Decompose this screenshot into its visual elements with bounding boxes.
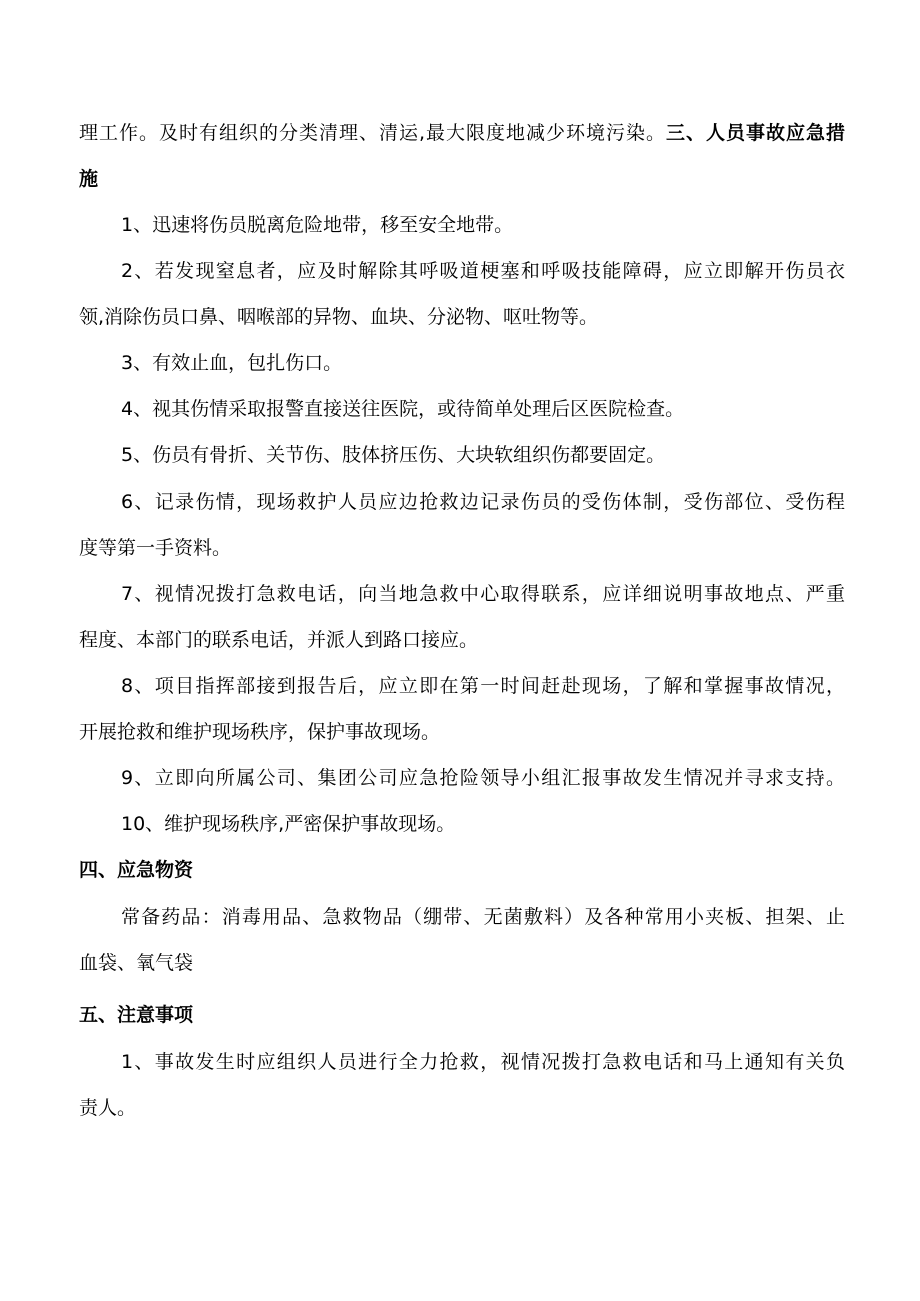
measure-8-line2: 开展抢救和维护现场秩序，保护事故现场。	[79, 721, 441, 743]
measure-5: 5、伤员有骨折、关节伤、肢体挤压伤、大块软组织伤都要固定。	[121, 444, 666, 466]
measure-10: 10、维护现场秩序,严密保护事故现场。	[121, 813, 456, 835]
measure-6-line2: 度等第一手资料。	[79, 537, 232, 559]
measure-3: 3、有效止血，包扎伤口。	[121, 352, 343, 374]
measure-7-line2: 程度、本部门的联系电话，并派人到路口接应。	[79, 629, 479, 651]
section5-item1-line2: 责人。	[79, 1097, 137, 1119]
section4-para-line1: 常备药品：消毒用品、急救物品（绷带、无菌敷料）及各种常用小夹板、担架、止	[121, 906, 845, 928]
measure-1: 1、迅速将伤员脱离危险地带，移至安全地带。	[121, 214, 514, 236]
section5-item1-line1: 1、事故发生时应组织人员进行全力抢救，视情况拨打急救电话和马上通知有关负	[121, 1051, 845, 1073]
section3-heading-part2: 施	[79, 168, 99, 190]
measure-6-line1: 6、记录伤情，现场救护人员应边抢救边记录伤员的受伤体制，受伤部位、受伤程	[121, 491, 845, 513]
section3-heading-part1: 三、人员事故应急措	[666, 122, 845, 144]
measure-2-line1: 2、若发现窒息者，应及时解除其呼吸道梗塞和呼吸技能障碍，应立即解开伤员衣	[121, 260, 845, 282]
section4-para-line2: 血袋、氧气袋	[79, 952, 194, 974]
measure-2-line2: 领,消除伤员口鼻、咽喉部的异物、血块、分泌物、呕吐物等。	[79, 306, 599, 328]
intro-text: 理工作。及时有组织的分类清理、清运,最大限度地减少环境污染。	[79, 122, 666, 144]
measure-9: 9、立即向所属公司、集团公司应急抢险领导小组汇报事故发生情况并寻求支持。	[121, 767, 845, 789]
measure-8-line1: 8、项目指挥部接到报告后，应立即在第一时间赶赴现场，了解和掌握事故情况，	[121, 675, 845, 697]
section5-heading: 五、注意事项	[79, 1004, 194, 1026]
measure-7-line1: 7、视情况拨打急救电话，向当地急救中心取得联系，应详细说明事故地点、严重	[121, 583, 845, 605]
section4-heading: 四、应急物资	[79, 859, 194, 881]
intro-line	[79, 121, 845, 145]
measure-4: 4、视其伤情采取报警直接送往医院，或待简单处理后区医院检查。	[121, 398, 685, 420]
